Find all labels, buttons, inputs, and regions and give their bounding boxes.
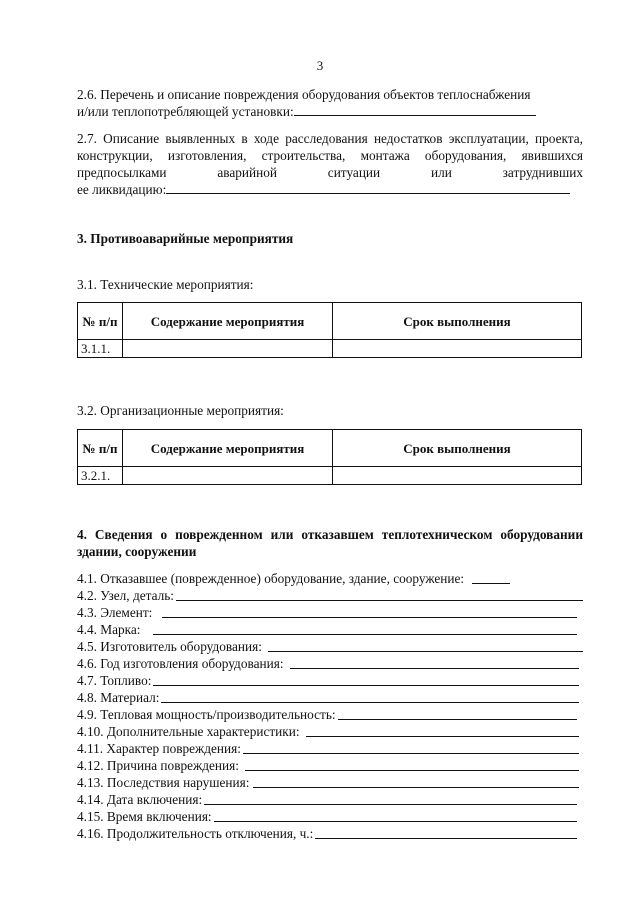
field-blank (315, 838, 577, 839)
field-blank (161, 702, 579, 703)
item-2-6-label: и/или теплопотребляющей установки: (77, 104, 294, 119)
section-3-1-title: 3.1. Технические мероприятия: (77, 277, 254, 292)
field-label: 4.10. Дополнительные характеристики: (77, 724, 300, 739)
field-label: 4.13. Последствия нарушения: (77, 775, 250, 790)
table-3-1-header (78, 303, 582, 340)
row-content (123, 340, 333, 358)
table-3-2-header (78, 430, 582, 467)
field-label: 4.12. Причина повреждения: (77, 758, 239, 773)
section-4-title: 4. Сведения о поврежденном или отказавшем теплотехническом оборудовании здании, сооружении (77, 527, 583, 559)
field-blank (243, 753, 579, 754)
field-label: 4.15. Время включения: (77, 809, 212, 824)
field-blank (245, 770, 579, 771)
field-label: 4.9. Тепловая мощность/производительность: (77, 707, 336, 722)
field-blank (204, 804, 577, 805)
item-2-7-label: ее ликвидацию: (77, 182, 167, 197)
col-header-deadline: Срок выполнения (333, 303, 582, 340)
field-label: 4.8. Материал: (77, 690, 160, 705)
col-header-number: № п/п (78, 303, 123, 340)
field-blank (338, 719, 577, 720)
field-4-2 (77, 587, 583, 604)
field-blank (214, 821, 577, 822)
field-blank (153, 685, 579, 686)
field-label: 4.1. Отказавшее (поврежденное) оборудование, здание, сооружение: (77, 571, 465, 586)
table-row (78, 467, 582, 485)
field-label: 4.3. Элемент: (77, 605, 153, 620)
item-2-6-line1: 2.6. Перечень и описание повреждения оборудования объектов теплоснабжения (77, 87, 531, 102)
field-4-11 (77, 740, 583, 757)
field-4-4 (77, 621, 583, 638)
field-blank (253, 787, 579, 788)
field-4-13 (77, 774, 583, 791)
col-header-number: № п/п (78, 430, 123, 467)
item-2-7-last (77, 181, 583, 198)
field-4-6 (77, 655, 583, 672)
table-3-2 (77, 429, 582, 485)
field-label: 4.14. Дата включения: (77, 792, 203, 807)
section-3-2-title: 3.2. Организационные мероприятия: (77, 403, 284, 418)
row-deadline (333, 467, 582, 485)
row-deadline (333, 340, 582, 358)
item-2-6 (77, 86, 583, 120)
field-4-12 (77, 757, 583, 774)
field-label: 4.6. Год изготовления оборудования: (77, 656, 284, 671)
field-label: 4.5. Изготовитель оборудования: (77, 639, 262, 654)
field-4-3 (77, 604, 583, 621)
field-4-8 (77, 689, 583, 706)
field-4-14 (77, 791, 583, 808)
page-number: 3 (316, 58, 324, 73)
field-blank (268, 651, 583, 652)
field-blank (472, 583, 510, 584)
field-4-1 (77, 570, 583, 587)
row-number: 3.1.1. (78, 340, 123, 358)
row-number: 3.2.1. (78, 467, 123, 485)
field-blank (176, 600, 583, 601)
field-blank (290, 668, 579, 669)
item-2-6-blank (294, 103, 536, 116)
field-4-5 (77, 638, 583, 655)
table-3-1 (77, 302, 582, 358)
section-3-title: 3. Противоаварийные мероприятия (77, 231, 294, 246)
field-blank (153, 634, 578, 635)
col-header-deadline: Срок выполнения (333, 430, 582, 467)
field-label: 4.2. Узел, деталь: (77, 588, 175, 603)
field-label: 4.11. Характер повреждения: (77, 741, 241, 756)
field-4-16 (77, 825, 583, 842)
field-blank (162, 617, 577, 618)
col-header-content: Содержание мероприятия (123, 303, 333, 340)
item-2-7-text: 2.7. Описание выявленных в ходе расследования недостатков эксплуатации, проекта, конструкции, изготовления, строительства, монтажа оборудования, явившихся предпосылками аварийной ситуации или затруднивших (77, 131, 583, 180)
item-2-6-line2 (77, 103, 583, 120)
row-content (123, 467, 333, 485)
item-2-7 (77, 130, 583, 198)
field-4-15 (77, 808, 583, 825)
col-header-content: Содержание мероприятия (123, 430, 333, 467)
field-label: 4.7. Топливо: (77, 673, 152, 688)
field-4-7 (77, 672, 583, 689)
table-row (78, 340, 582, 358)
field-label: 4.4. Марка: (77, 622, 141, 637)
field-label: 4.16. Продолжительность отключения, ч.: (77, 826, 314, 841)
field-4-9 (77, 706, 583, 723)
field-4-10 (77, 723, 583, 740)
item-2-7-blank (166, 181, 570, 194)
field-blank (306, 736, 579, 737)
